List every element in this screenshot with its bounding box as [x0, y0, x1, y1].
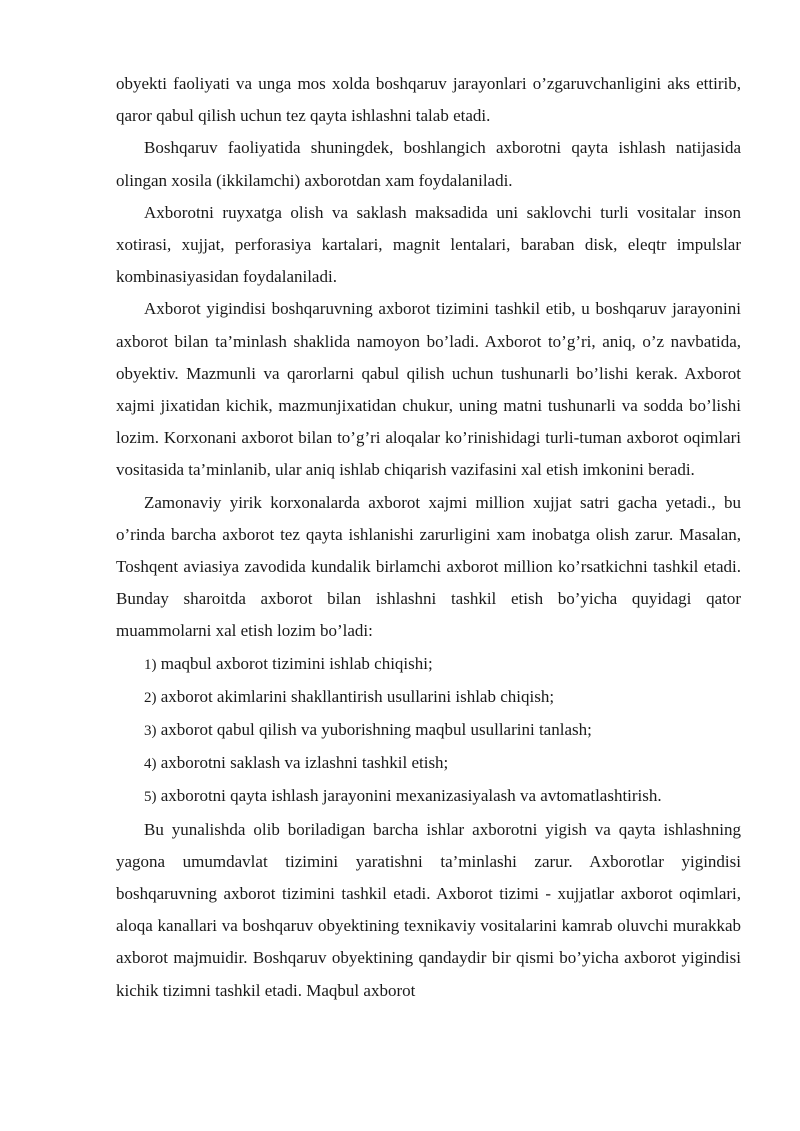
- list-item: [116, 681, 741, 714]
- list-item: [116, 714, 741, 747]
- list-item: [116, 747, 741, 780]
- list-item-text: maqbul axborot tizimini ishlab chiqishi;: [160, 653, 433, 673]
- list-item-text: axborotni saklash va izlashni tashkil etish;: [160, 753, 449, 773]
- paragraph-unified-system: Bu yunalishda olib boriladigan barcha ishlar axborotni yigish va qayta ishlashning yagona umumdavlat tizimini yaratishni ta’minlashi zarur. Axborotlar yigindisi boshqaruvning axborot tizimini tashkil etadi. Axborot tizimi - xujjatlar axborot oqimlari, aloqa kanallari va boshqaruv obyektining texnikaviy vositalarini kamrab oluvchi murakkab axborot majmuidir. Boshqaruv obyektining qandaydir bir qismi bo’yicha axborot yigindisi kichik tizimni tashkil etadi. Maqbul axborot: [116, 819, 741, 1000]
- paragraph-continuation: obyekti faoliyati va unga mos xolda boshqaruv jarayonlari o’zgaruvchanligini aks ettirib, qaror qabul qilish uchun tez qayta ishlashni talab etadi.: [116, 74, 741, 126]
- list-item-number: 1): [144, 656, 157, 673]
- paragraph-modern-enterprises: Zamonaviy yirik korxonalarda axborot xajmi million xujjat satri gacha yetadi., bu o’rinda barcha axborot tez qayta ishlanishi zarurligini xam inobatga olish zarur. Masalan, Toshqent aviasiya zavodida kundalik birlamchi axborot million ko’rsatkichni tashkil etadi. Bunday sharoitda axborot bilan ishlashni tashkil etish bo’yicha quyidagi qator muammolarni xal etish lozim bo’ladi:: [116, 492, 741, 641]
- list-item-number: 3): [144, 723, 157, 740]
- paragraph-storage-media: Axborotni ruyxatga olish va saklash maksadida uni saklovchi turli vositalar inson xotirasi, xujjat, perforasiya kartalari, magnit lentalari, baraban disk, eleqtr impulslar kombinasiyasidan foydalaniladi.: [116, 202, 741, 287]
- paragraph-derived-information: Boshqaruv faoliyatida shuningdek, boshlangich axborotni qayta ishlash natijasida olingan xosila (ikkilamchi) axborotdan xam foydalaniladi.: [116, 138, 741, 190]
- list-item: [116, 648, 741, 681]
- list-item-text: axborotni qayta ishlash jarayonini mexanizasiyalash va avtomatlashtirish.: [160, 786, 662, 806]
- problem-list: [116, 648, 741, 814]
- list-item-number: 4): [144, 756, 157, 773]
- paragraph-information-system: Axborot yigindisi boshqaruvning axborot tizimini tashkil etib, u boshqaruv jarayonini axborot bilan ta’minlash shaklida namoyon bo’ladi. Axborot to’g’ri, aniq, o’z navbatida, obyektiv. Mazmunli va qarorlarni qabul qilish uchun tushunarli bo’lishi kerak. Axborot xajmi jixatidan kichik, mazmunjixatidan chukur, uning matni tushunarli va sodda bo’lishi lozim. Korxonani axborot bilan to’g’ri aloqalar ko’rinishidagi turli-tuman axborot oqimlari vositasida ta’minlanib, ular aniq ishlab chiqarish vazifasini xal etish imkonini beradi.: [116, 299, 741, 480]
- list-item: [116, 780, 741, 813]
- list-item-text: axborot qabul qilish va yuborishning maqbul usullarini tanlash;: [160, 720, 592, 740]
- list-item-number: 5): [144, 789, 157, 806]
- list-item-number: 2): [144, 689, 157, 706]
- list-item-text: axborot akimlarini shakllantirish usullarini ishlab chiqish;: [160, 686, 555, 706]
- document-body: [116, 68, 741, 1007]
